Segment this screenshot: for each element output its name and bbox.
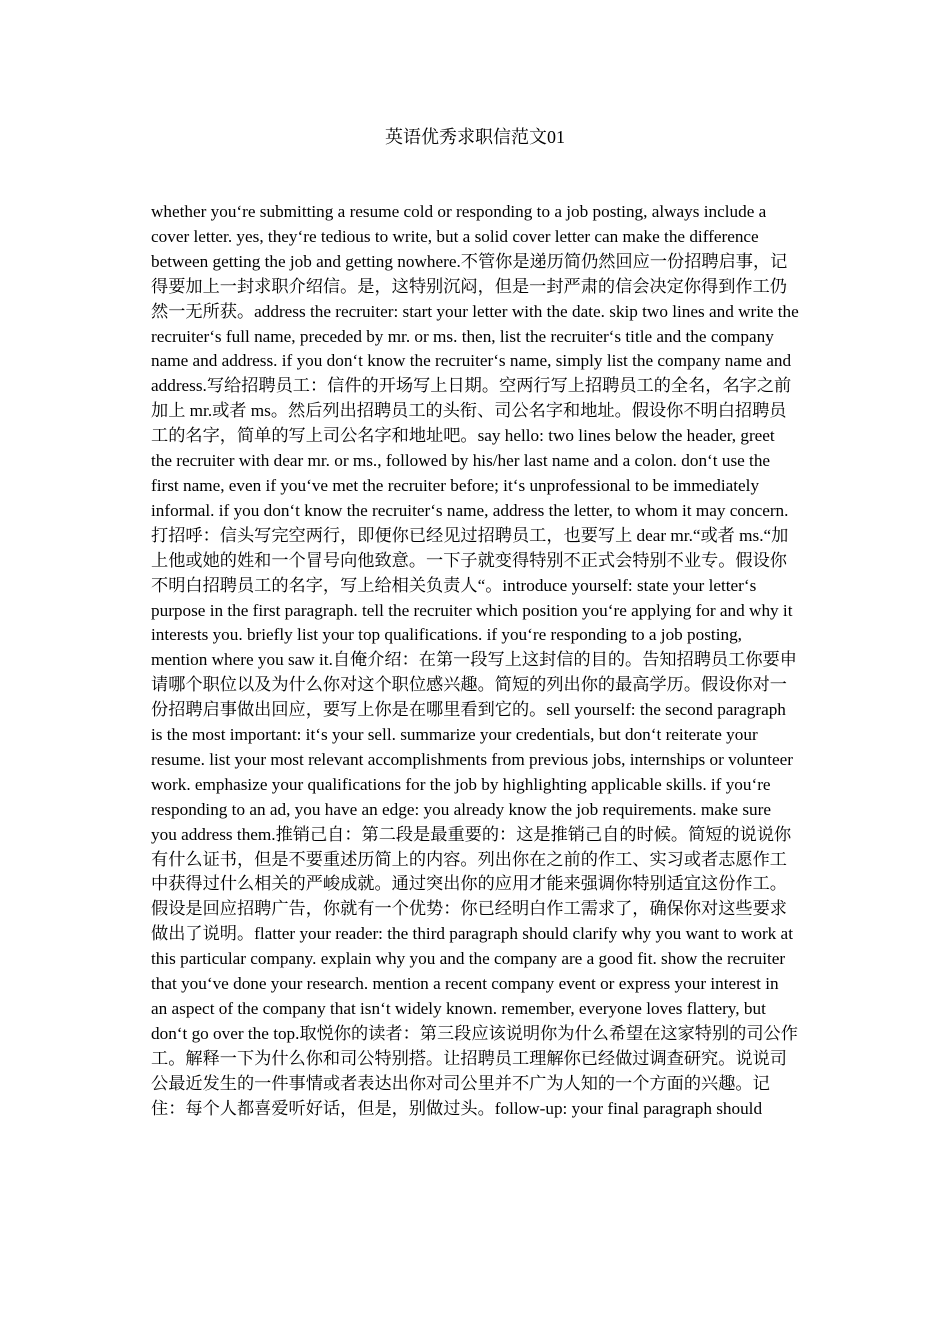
document-title: 英语优秀求职信范文01 — [385, 127, 565, 147]
document-body — [151, 200, 799, 1122]
body-paragraph: whether you‘re submitting a resume cold or responding to a job posting, always include a cover letter. yes, they‘re tedious to write, but a solid cover letter can make the difference between getting the job and getting nowhere.不管你是递历简仍然回应一份招聘启事，记得要加上一封求职介绍信。是，这特别沉闷，但是一封严肃的信会决定你得到作工仍然一无所获。address the recruiter: start your letter with the date. skip two lines and write the recruiter‘s full name, preceded by mr. or ms. then, list the recruiter‘s title and the company name and address. if you don‘t know the recruiter‘s name, simply list the company name and address.写给招聘员工：信件的开场写上日期。空两行写上招聘员工的全名，名字之前加上 mr.或者 ms。然后列出招聘员工的头衔、司公名字和地址。假设你不明白招聘员工的名字，简单的写上司公名字和地址吧。say hello: two lines below the header, greet the recruiter with dear mr. or ms., followed by his/her last name and a colon. don‘t use the first name, even if you‘ve met the recruiter before; it‘s unprofessional to be immediately informal. if you don‘t know the recruiter‘s name, address the letter, to whom it may concern.打招呼：信头写完空两行，即便你已经见过招聘员工，也要写上 dear mr.“或者 ms.“加上他或她的姓和一个冒号向他致意。一下子就变得特别不正式会特别不业专。假设你不明白招聘员工的名字，写上给相关负责人“。introduce yourself: state your letter‘s purpose in the first paragraph. tell the recruiter which position you‘re applying for and why it interests you. briefly list your top qualifications. if you‘re responding to a job posting, mention where you saw it.自俺介绍：在第一段写上这封信的目的。告知招聘员工你要申请哪个职位以及为什么你对这个职位感兴趣。简短的列出你的最高学历。假设你对一份招聘启事做出回应，要写上你是在哪里看到它的。sell yourself: the second paragraph is the most important: it‘s your sell. summarize your credentials, but don‘t reiterate your resume. list your most relevant accomplishments from previous jobs, internships or volunteer work. emphasize your qualifications for the job by highlighting applicable skills. if you‘re responding to an ad, you have an edge: you already know the job requirements. make sure you address them.推销己自：第二段是最重要的：这是推销己自的时候。简短的说说你有什么证书，但是不要重述历简上的内容。列出你在之前的作工、实习或者志愿作工中获得过什么相关的严峻成就。通过突出你的应用才能来强调你特别适宜这份作工。假设是回应招聘广告，你就有一个优势：你已经明白作工需求了，确保你对这些要求做出了说明。flatter your reader: the third paragraph should clarify why you want to work at this particular company. explain why you and the company are a good fit. show the recruiter that you‘ve done your research. mention a recent company event or express your interest in an aspect of the company that isn‘t widely known. remember, everyone loves flattery, but don‘t go over the top.取悦你的读者：第三段应该说明你为什么希望在这家特别的司公作工。解释一下为什么你和司公特别搭。让招聘员工理解你已经做过调查研究。说说司公最近发生的一件事情或者表达出你对司公里并不广为人知的一个方面的兴趣。记住：每个人都喜爱听好话，但是，别做过头。follow-up: your final paragraph should — [151, 202, 799, 1118]
